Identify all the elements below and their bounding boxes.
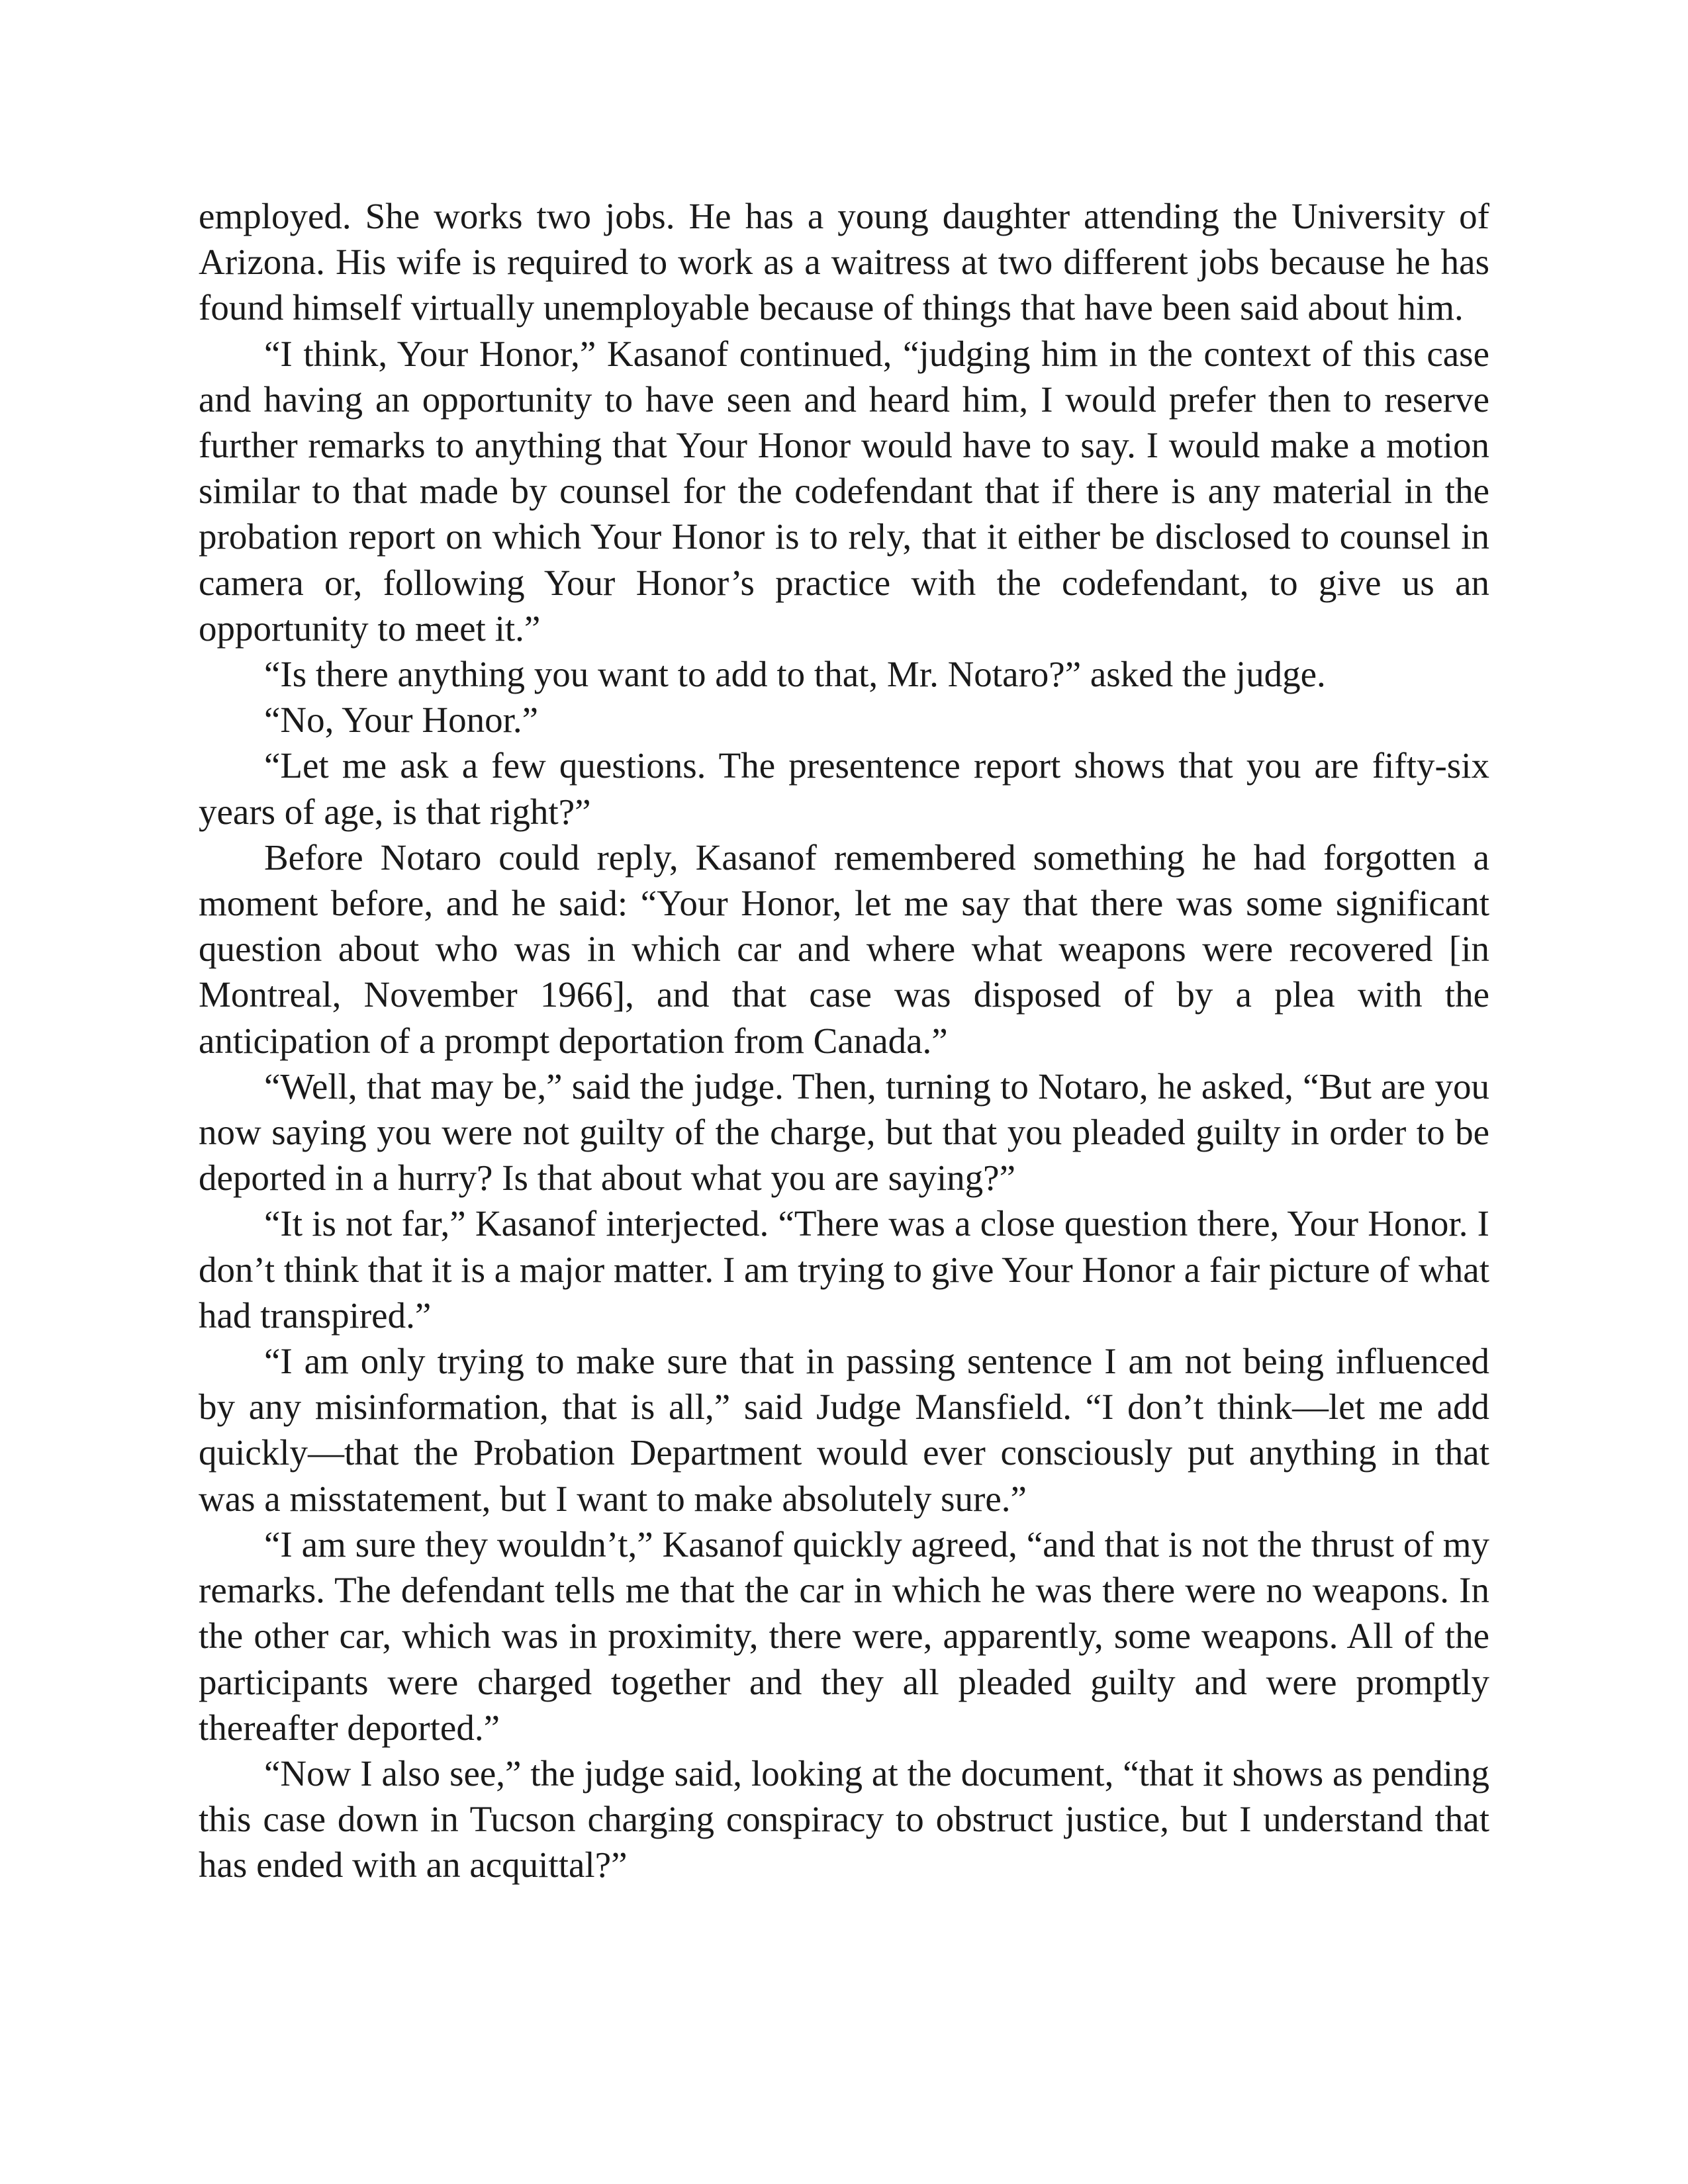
paragraph: “Is there anything you want to add to that, Mr. Notaro?” asked the judge. bbox=[264, 654, 1326, 695]
paragraph: “I am sure they wouldn’t,” Kasanof quickly agreed, “and that is not the thrust of my remarks. The defendant tells me that the car in which he was there were no weapons. In the other car, which was in proximity, there were, apparently, some weapons. All of the participants were charged together and they all pleaded guilty and were promptly thereafter deported.” bbox=[199, 1524, 1489, 1748]
paragraph: “I am only trying to make sure that in passing sentence I am not being influenced by any misinformation, that is all,” said Judge Mansfield. “I don’t think—let me add quickly—that the Probation Department would ever consciously put anything in that was a misstatement, but I want to make absolutely sure.” bbox=[199, 1341, 1489, 1519]
paragraph: “It is not far,” Kasanof interjected. “There was a close question there, Your Honor. I don’t think that it is a major matter. I am trying to give Your Honor a fair picture of what had transpired.” bbox=[199, 1203, 1489, 1336]
paragraph-continued: employed. She works two jobs. He has a young daughter attending the University of Arizona. His wife is required to work as a waitress at two different jobs because he has found himself virtually unemployable because of things that have been said about him. bbox=[199, 196, 1489, 328]
paragraph: “Now I also see,” the judge said, looking at the document, “that it shows as pending this case down in Tucson charging conspiracy to obstruct justice, but I understand that has ended with an acquittal?” bbox=[199, 1752, 1489, 1886]
paragraph: “I think, Your Honor,” Kasanof continued, “judging him in the context of this case and having an opportunity to have seen and heard him, I would prefer then to reserve further remarks to anything that Your Honor would have to say. I would make a motion similar to that made by counsel for the codefendant that if there is any material in the probation report on which Your Honor is to rely, that it either be disclosed to counsel in camera or, following Your Honor’s practice with the codefendant, to give us an opportunity to meet it.” bbox=[199, 333, 1489, 649]
paragraph: “Well, that may be,” said the judge. Then, turning to Notaro, he asked, “But are you now saying you were not guilty of the charge, but that you pleaded guilty in order to be deported in a hurry? Is that about what you are saying?” bbox=[199, 1066, 1489, 1199]
paragraph: “Let me ask a few questions. The presentence report shows that you are fifty-six years of age, is that right?” bbox=[199, 745, 1489, 832]
document-page bbox=[199, 193, 1489, 1888]
paragraph: Before Notaro could reply, Kasanof remembered something he had forgotten a moment before, and he said: “Your Honor, let me say that there was some significant question about who was in which car and where what weapons were recovered [in Montreal, November 1966], and that case was disposed of by a plea with the anticipation of a prompt deportation from Canada.” bbox=[199, 837, 1489, 1061]
paragraph: “No, Your Honor.” bbox=[264, 700, 539, 741]
